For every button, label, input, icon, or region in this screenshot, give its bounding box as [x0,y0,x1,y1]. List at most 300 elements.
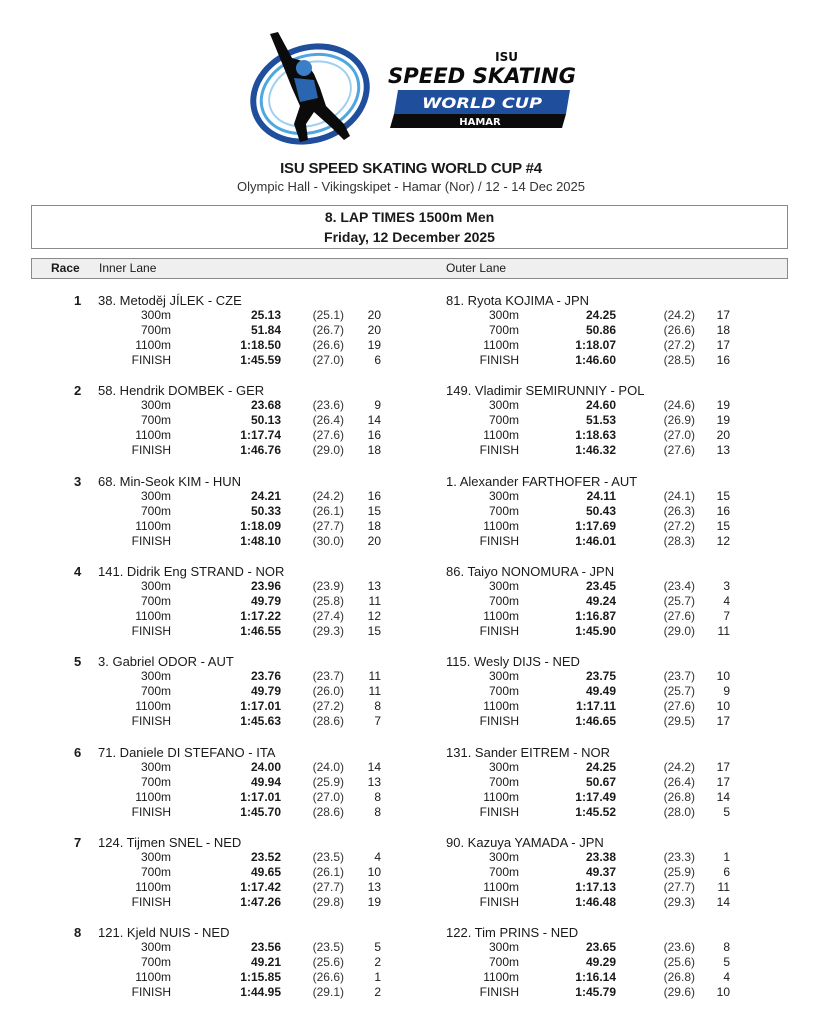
column-header-bar [31,258,788,279]
lap-time: (29.8) [312,894,344,909]
split-time: 50.13 [250,413,281,428]
outer-lane-skater [446,925,786,1000]
split-time: 1:45.59 [240,353,281,367]
split-rank: 18 [367,443,381,458]
lap-time: (23.6) [663,940,695,955]
split-row [98,775,438,790]
lap-time: (27.2) [312,699,344,714]
split-row [98,940,438,955]
lap-time: (25.6) [663,955,695,970]
outer-lane-skater [446,474,786,549]
inner-lane-skater [98,925,438,1000]
lap-time: (25.9) [312,774,344,789]
split-row [98,669,438,684]
split-time: 23.68 [250,398,281,413]
split-distance: 1100m [483,428,519,443]
split-distance: 1100m [135,608,171,623]
split-rank: 15 [716,518,730,533]
split-row [446,398,786,413]
split-time: 1:18.09 [240,518,281,533]
split-time: 49.65 [250,864,281,879]
lap-time: (23.5) [312,849,344,864]
race-pair [0,745,822,835]
split-distance: 700m [140,955,171,970]
lap-time: (29.0) [663,623,695,638]
split-rank: 14 [716,894,730,909]
lap-time: (29.3) [663,894,695,909]
split-time: 1:48.10 [240,533,281,548]
skater-name: 3. Gabriel ODOR - AUT [98,654,234,670]
split-distance: 300m [488,940,519,955]
split-rank: 16 [716,503,730,518]
race-number: 3 [74,473,82,489]
split-distance: 1100m [135,338,171,352]
split-distance: 1100m [483,338,519,352]
split-time: 1:46.55 [240,623,281,638]
split-rank: 13 [367,774,381,789]
split-distance: 300m [488,308,519,322]
split-row [446,609,786,624]
split-rank: 13 [367,578,381,593]
lap-time: (29.1) [312,985,344,1000]
race-pair [0,654,822,744]
race-pair [0,835,822,925]
inner-lane-skater [98,293,438,368]
split-row [446,428,786,443]
split-time: 49.79 [250,684,281,699]
split-row [98,489,438,504]
split-row [446,413,786,428]
inner-lane-skater [98,474,438,549]
split-distance: FINISH [479,443,519,458]
split-distance: FINISH [131,804,171,819]
split-distance: 1100m [135,879,171,894]
split-time: 1:16.87 [575,608,616,623]
split-rank: 15 [367,503,381,518]
split-distance: 1100m [483,879,519,894]
event-logo [248,28,588,153]
split-row [98,850,438,865]
inner-lane-skater [98,835,438,910]
split-time: 1:17.01 [240,699,281,714]
split-time: 23.38 [585,849,616,864]
split-time: 49.29 [585,955,616,970]
split-row [446,699,786,714]
outer-lane-skater [446,745,786,820]
lap-time: (26.7) [312,323,344,337]
split-time: 1:17.22 [240,608,281,623]
race-number: 5 [74,654,82,670]
lap-time: (24.0) [312,759,344,774]
lap-time: (27.0) [312,353,344,367]
lap-time: (27.4) [312,608,344,623]
split-distance: FINISH [479,533,519,548]
skater-name: 71. Daniele DI STEFANO - ITA [98,744,276,760]
split-rank: 11 [368,684,381,699]
skater-name: 1. Alexander FARTHOFER - AUT [446,473,638,489]
split-rank: 17 [716,759,730,774]
split-rank: 12 [367,608,381,623]
lap-time: (26.4) [312,413,344,428]
skater-name: 90. Kazuya YAMADA - JPN [446,834,604,850]
split-rank: 1 [723,849,730,864]
split-distance: FINISH [131,894,171,909]
lap-time: (27.7) [663,879,695,894]
split-row [446,594,786,609]
race-number: 4 [74,563,82,579]
split-row [98,805,438,820]
skater-name: 131. Sander EITREM - NOR [446,744,610,760]
split-row [98,428,438,443]
split-rank: 11 [368,593,381,608]
split-rank: 17 [716,338,730,352]
split-time: 23.96 [250,578,281,593]
split-distance: 1100m [483,970,519,985]
lap-time: (27.0) [663,428,695,443]
split-time: 1:45.90 [575,623,616,638]
lap-time: (23.5) [312,940,344,955]
split-distance: 300m [140,578,171,593]
split-row [446,760,786,775]
split-distance: FINISH [131,533,171,548]
svg-text:WORLD CUP: WORLD CUP [422,96,543,112]
lap-time: (30.0) [312,533,344,548]
skater-name: 141. Didrik Eng STRAND - NOR [98,563,285,579]
skater-name: 38. Metoděj JÍLEK - CZE [98,293,242,308]
lap-time: (23.7) [312,669,344,684]
split-distance: 700m [488,323,519,337]
split-distance: 300m [140,849,171,864]
split-time: 1:18.50 [240,338,281,352]
split-rank: 5 [723,955,730,970]
inner-lane-skater [98,745,438,820]
split-time: 1:17.69 [575,518,616,533]
split-row [98,955,438,970]
lap-time: (29.3) [312,623,344,638]
column-inner-lane: Inner Lane [99,261,157,275]
split-row [446,338,786,353]
split-distance: 700m [140,503,171,518]
split-row [446,443,786,458]
outer-lane-skater [446,383,786,458]
split-rank: 17 [716,714,730,729]
split-time: 1:46.60 [575,353,616,367]
split-row [446,985,786,1000]
lap-time: (27.6) [663,699,695,714]
split-distance: FINISH [131,443,171,458]
split-distance: 300m [140,759,171,774]
split-time: 24.25 [585,759,616,774]
split-rank: 9 [374,398,381,413]
split-rank: 16 [367,428,381,443]
split-row [446,895,786,910]
inner-lane-skater [98,564,438,639]
split-distance: 700m [140,684,171,699]
split-distance: 1100m [483,608,519,623]
split-distance: 700m [488,413,519,428]
split-distance: FINISH [131,623,171,638]
lap-time: (29.6) [663,985,695,1000]
split-rank: 4 [374,849,381,864]
split-distance: 1100m [483,699,519,714]
split-time: 1:18.63 [575,428,616,443]
split-time: 49.37 [585,864,616,879]
split-row [98,338,438,353]
split-row [98,594,438,609]
split-rank: 10 [716,699,730,714]
split-distance: 1100m [135,970,171,985]
split-distance: 300m [140,488,171,503]
split-time: 51.53 [585,413,616,428]
skater-name: 122. Tim PRINS - NED [446,925,579,941]
split-distance: 700m [140,593,171,608]
lap-time: (26.0) [312,684,344,699]
split-time: 1:18.07 [575,338,616,352]
split-time: 50.67 [585,774,616,789]
lap-time: (24.6) [663,398,695,413]
split-time: 1:17.13 [575,879,616,894]
split-rank: 4 [723,970,730,985]
lap-time: (26.1) [312,503,344,518]
split-row [98,970,438,985]
split-rank: 7 [374,714,381,729]
lap-time: (24.2) [312,488,344,503]
split-row [446,519,786,534]
split-rank: 5 [723,804,730,819]
split-time: 1:46.76 [240,443,281,458]
split-row [98,443,438,458]
split-rank: 5 [374,940,381,955]
split-row [98,895,438,910]
lap-time: (24.2) [663,759,695,774]
split-distance: FINISH [479,714,519,729]
lap-time: (25.8) [312,593,344,608]
split-rank: 20 [367,533,381,548]
split-rank: 4 [723,593,730,608]
split-rank: 19 [367,894,381,909]
split-rank: 16 [367,488,381,503]
split-row [446,955,786,970]
split-row [98,534,438,549]
skater-name: 68. Min-Seok KIM - HUN [98,473,242,489]
split-time: 50.86 [585,323,616,337]
skater-name: 86. Taiyo NONOMURA - JPN [446,563,615,579]
lap-time: (24.2) [663,308,695,322]
outer-lane-skater [446,293,786,368]
split-row [98,308,438,323]
split-rank: 8 [374,789,381,804]
split-rank: 19 [716,413,730,428]
split-time: 51.84 [250,323,281,337]
split-time: 1:46.32 [575,443,616,458]
split-row [446,669,786,684]
split-row [98,760,438,775]
lap-time: (27.0) [312,789,344,804]
split-row [446,850,786,865]
lap-time: (27.7) [312,518,344,533]
split-row [98,609,438,624]
split-rank: 1 [374,970,381,985]
split-rank: 2 [374,955,381,970]
race-number: 6 [74,744,82,760]
split-rank: 14 [716,789,730,804]
skater-name: 149. Vladimir SEMIRUNNIY - POL [446,383,645,399]
skater-name: 115. Wesly DIJS - NED [446,654,580,670]
lap-time: (25.1) [312,308,344,322]
split-time: 1:46.01 [575,533,616,548]
split-time: 50.33 [250,503,281,518]
split-time: 1:46.48 [575,894,616,909]
race-pair [0,383,822,473]
lap-time: (28.3) [663,533,695,548]
lap-time: (26.9) [663,413,695,428]
split-distance: 1100m [483,789,519,804]
lap-time: (26.4) [663,774,695,789]
split-row [446,714,786,729]
split-rank: 8 [374,699,381,714]
split-rank: 11 [368,669,381,684]
lap-time: (26.1) [312,864,344,879]
split-row [446,790,786,805]
split-distance: 1100m [135,518,171,533]
split-distance: FINISH [479,353,519,367]
split-distance: 300m [140,940,171,955]
split-time: 1:17.49 [575,789,616,804]
split-rank: 6 [723,864,730,879]
split-row [98,323,438,338]
split-time: 1:47.26 [240,894,281,909]
split-row [446,775,786,790]
split-rank: 2 [374,985,381,1000]
race-number: 8 [74,925,82,941]
split-time: 25.13 [250,308,281,322]
race-pair [0,564,822,654]
race-pair [0,293,822,383]
split-row [446,504,786,519]
lap-time: (26.6) [312,338,344,352]
split-distance: 300m [140,669,171,684]
lap-time: (23.9) [312,578,344,593]
split-distance: 300m [140,398,171,413]
race-pair [0,474,822,564]
split-time: 1:17.11 [575,699,616,714]
outer-lane-skater [446,835,786,910]
split-row [446,489,786,504]
lap-time: (27.6) [312,428,344,443]
outer-lane-skater [446,564,786,639]
split-distance: 1100m [135,699,171,714]
svg-text:SPEED SKATING: SPEED SKATING [388,64,576,88]
split-distance: 1100m [135,789,171,804]
lap-time: (26.6) [663,323,695,337]
split-time: 24.60 [585,398,616,413]
race-pair [0,925,822,1015]
lap-time: (23.4) [663,578,695,593]
split-distance: FINISH [131,985,171,1000]
split-time: 23.76 [250,669,281,684]
split-distance: 700m [140,413,171,428]
split-rank: 15 [367,623,381,638]
split-row [446,940,786,955]
split-rank: 17 [716,308,730,322]
race-number: 7 [74,834,82,850]
split-row [446,865,786,880]
split-row [446,880,786,895]
split-time: 1:15.85 [240,970,281,985]
lap-time: (26.3) [663,503,695,518]
split-distance: FINISH [479,623,519,638]
split-row [446,534,786,549]
split-row [446,353,786,368]
split-distance: 300m [488,488,519,503]
outer-lane-skater [446,654,786,729]
split-time: 1:45.79 [575,985,616,1000]
split-row [98,699,438,714]
split-time: 24.21 [250,488,281,503]
svg-text:HAMAR: HAMAR [459,117,501,128]
split-rank: 9 [723,684,730,699]
lap-time: (23.3) [663,849,695,864]
split-distance: 300m [488,669,519,684]
split-rank: 13 [367,879,381,894]
inner-lane-skater [98,654,438,729]
split-time: 24.00 [250,759,281,774]
split-distance: 300m [488,849,519,864]
split-rank: 20 [367,323,381,337]
lap-time: (27.6) [663,443,695,458]
event-name: 8. LAP TIMES 1500m Men [324,209,495,225]
split-rank: 8 [374,804,381,819]
split-row [98,398,438,413]
split-row [446,308,786,323]
split-row [98,865,438,880]
lap-time: (27.6) [663,608,695,623]
split-row [98,519,438,534]
split-rank: 15 [716,488,730,503]
split-rank: 17 [716,774,730,789]
split-row [446,805,786,820]
split-distance: 300m [488,578,519,593]
split-rank: 18 [367,518,381,533]
event-box [31,205,788,249]
split-distance: 300m [140,308,171,322]
split-time: 49.79 [250,593,281,608]
split-row [446,624,786,639]
split-time: 23.52 [250,849,281,864]
split-distance: 700m [488,774,519,789]
split-time: 1:16.14 [575,970,616,985]
split-time: 1:45.52 [575,804,616,819]
lap-time: (28.6) [312,714,344,729]
split-rank: 3 [723,578,730,593]
split-time: 49.49 [585,684,616,699]
split-rank: 11 [717,879,730,894]
split-rank: 14 [367,759,381,774]
lap-time: (29.0) [312,443,344,458]
split-row [446,970,786,985]
split-distance: 700m [140,774,171,789]
lap-time: (26.8) [663,970,695,985]
split-distance: 300m [488,759,519,774]
split-rank: 6 [374,353,381,367]
split-row [98,353,438,368]
split-rank: 10 [716,669,730,684]
lap-time: (25.7) [663,593,695,608]
split-row [98,413,438,428]
lap-time: (25.6) [312,955,344,970]
split-rank: 13 [716,443,730,458]
split-distance: FINISH [479,804,519,819]
